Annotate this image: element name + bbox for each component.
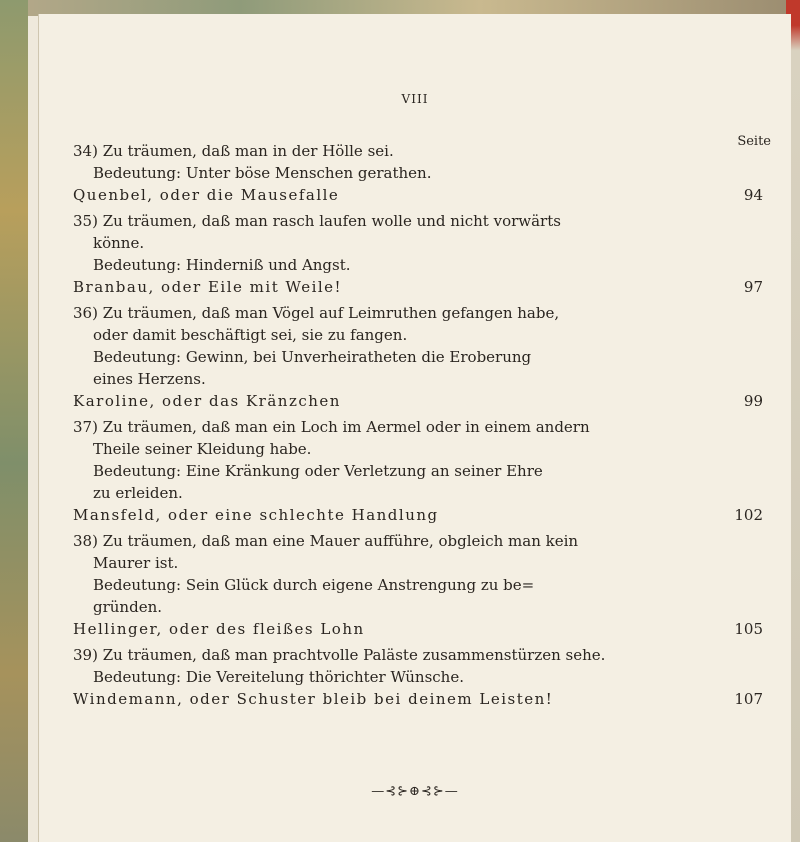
entry-meaning-cont: eines Herzens. (93, 370, 206, 388)
entry-title: Windemann, oder Schuster bleib bei deinem Leisten! (73, 690, 554, 708)
entry-meaning: Bedeutung: Sein Glück durch eigene Anstrengung zu be= (93, 576, 535, 594)
entry-heading: 37) Zu träumen, daß man ein Loch im Aermel oder in einem andern (73, 418, 590, 436)
seite-label: Seite (737, 134, 771, 149)
entry-page-number: 107 (734, 690, 763, 708)
entry-title: Branbau, oder Eile mit Weile! (73, 278, 343, 296)
entry-heading: 38) Zu träumen, daß man eine Mauer aufführe, obgleich man kein (73, 532, 579, 550)
entry-heading: 39) Zu träumen, daß man prachtvolle Paläste zusammenstürzen sehe. (73, 646, 606, 664)
entry-title: Karoline, oder das Kränzchen (73, 392, 341, 410)
end-ornament: —⊰⊱⊕⊰⊱— (371, 784, 459, 799)
entry-page-number: 94 (743, 186, 763, 204)
entry-page-number: 99 (743, 392, 763, 410)
entry-heading-cont: Maurer ist. (93, 554, 179, 572)
entry-page-number: 97 (743, 278, 763, 296)
entry-meaning: Bedeutung: Gewinn, bei Unverheiratheten die Eroberung (93, 348, 532, 366)
page-number-roman: VIII (401, 92, 429, 106)
entry-title: Hellinger, oder des fleißes Lohn (73, 620, 365, 638)
entry-meaning: Bedeutung: Eine Kränkung oder Verletzung an seiner Ehre (93, 462, 543, 480)
entry-page-number: 105 (734, 620, 763, 638)
entry-heading: 36) Zu träumen, daß man Vögel auf Leimruthen gefangen habe, (73, 304, 560, 322)
entry-heading-cont: oder damit beschäftigt sei, sie zu fangen. (93, 326, 408, 344)
entry-heading: 35) Zu träumen, daß man rasch laufen wolle und nicht vorwärts (73, 212, 561, 230)
book-page (38, 14, 791, 842)
entry-heading: 34) Zu träumen, daß man in der Hölle sei. (73, 142, 394, 160)
entry-meaning-cont: gründen. (93, 598, 163, 616)
entry-title: Mansfeld, oder eine schlechte Handlung (73, 506, 439, 524)
entry-meaning: Bedeutung: Die Vereitelung thörichter Wünsche. (93, 668, 464, 686)
entry-heading-cont: könne. (93, 234, 145, 252)
entry-meaning: Bedeutung: Unter böse Menschen gerathen. (93, 164, 432, 182)
entry-meaning-cont: zu erleiden. (93, 484, 183, 502)
entry-heading-cont: Theile seiner Kleidung habe. (93, 440, 312, 458)
entry-page-number: 102 (734, 506, 763, 524)
book-edge-left (0, 0, 28, 842)
entry-meaning: Bedeutung: Hinderniß und Angst. (93, 256, 351, 274)
entry-title: Quenbel, oder die Mausefalle (73, 186, 340, 204)
